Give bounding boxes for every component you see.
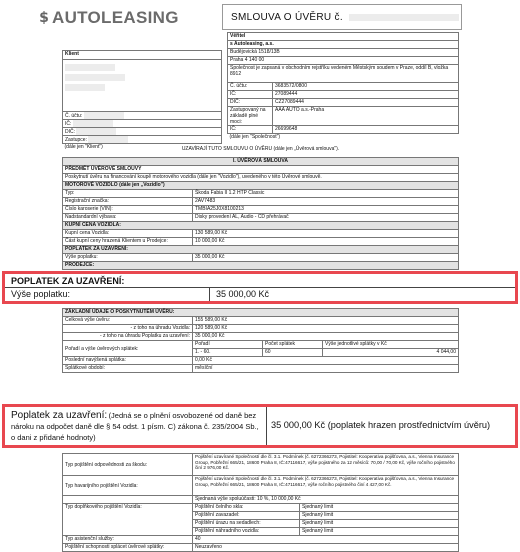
lender-footer: (dále jen "Společnost") — [229, 134, 281, 140]
autoleasing-logo — [38, 6, 188, 30]
fee-detail-value: 35 000,00 Kč (poplatek hrazen prostřednictvím úvěru) — [271, 420, 491, 430]
assist-label: Typ asistenční služby: — [63, 536, 193, 544]
extra-row-label: Pojištění čelního skla: — [193, 504, 300, 512]
lender-row-label: DIČ: — [228, 99, 273, 107]
lender-header: Věřitel — [228, 33, 459, 41]
section-title: I. ÚVĚROVÁ SMLOUVA — [63, 158, 459, 166]
extra-row-value: Sjednaný limit — [300, 520, 459, 528]
lender-row-value: 3683572/0800 — [273, 83, 459, 91]
client-dic-row: DIČ: — [63, 128, 222, 136]
loan-label: - z toho na úhradu Vozidla: — [63, 325, 193, 333]
schedule-col-order: Pořadí — [193, 341, 263, 349]
schedule-col-count: Počet splátek — [263, 341, 323, 349]
fee-callout-header: POPLATEK ZA UZAVŘENÍ: — [5, 274, 515, 288]
dealer-header: PRODEJCE: — [63, 262, 459, 270]
price-value: 10 000,00 Kč — [193, 238, 459, 246]
fee-detail-callout — [2, 404, 518, 448]
deductible-text: Sjednaná výše spoluúčasti: 10 %, 10 000,00 Kč — [193, 496, 459, 504]
lender-row-label: IČ: — [228, 126, 273, 134]
contract-table — [62, 157, 459, 270]
loan-value: 155 589,00 Kč — [193, 317, 459, 325]
ability-label: Pojištění schopnosti splácet úvěrové splátky: — [63, 544, 193, 552]
vehicle-value: Disky provedení AL, Audio - CD přehrávač — [193, 214, 459, 222]
lender-row-label: Č. účtu: — [228, 83, 273, 91]
schedule-count: 60 — [263, 349, 323, 357]
liability-text: Pojištění uzavírané Společností dle čl. 3.1. Podmínek (č. 6272366273, Pojistitel: Kooperativa pojišťovna, a.s., Vienna Insurance Group, Pobřežní 665/21, 18600 Praha 8, IČ:47116617, výše pojistného za 12 měsíců: 70,00 / 70,00 Kč, výše ročního pojistného činí 2 976,00 Kč. — [193, 454, 459, 476]
vehicle-label: Typ: — [63, 190, 193, 198]
extra-row-label: Pojištění zavazadel: — [193, 512, 300, 520]
fee-header: POPLATEK ZA UZAVŘENÍ: — [63, 246, 459, 254]
assist-value: 40 — [193, 536, 459, 544]
casco-text: Pojištění uzavírané Společností dle čl. 3.1. Podmínek (č. 6272366273, Pojistitel: Kooperativa pojišťovna, a.s., Vienna Insurance Group, Pobřežní 665/21, 18600 Praha 8, IČ:47116617, výše ročního pojistného činí 4 427,00 Kč. — [193, 476, 459, 496]
client-name-cell — [63, 60, 222, 112]
lender-address: Budějovická 1518/13B — [228, 49, 459, 57]
dollar-logo-icon: $ — [39, 10, 49, 26]
vehicle-label: Nadstandardní výbava: — [63, 214, 193, 222]
redacted-contract-number — [349, 14, 459, 21]
subject-text: Poskytnutí úvěru na financování koupě motorového vozidla (dále jen "Vozidlo"), uvedeného v této Úvěrové smlouvě. — [63, 174, 459, 182]
lender-row-value: CZ27089444 — [273, 99, 459, 107]
document-title: SMLOUVA O ÚVĚRU č. — [231, 11, 343, 23]
fee-detail-left — [5, 407, 267, 445]
lender-row-label: Zastupovaný na základě plné moci: — [228, 107, 273, 126]
client-table — [62, 50, 222, 152]
lender-row-value: AAA AUTO a.s.-Praha — [273, 107, 459, 126]
client-account-row: Č. účtu: — [63, 112, 222, 120]
loan-value: 120 589,00 Kč — [193, 325, 459, 333]
client-header: Klient — [63, 51, 222, 60]
fee-callout-value: 35 000,00 Kč — [216, 289, 270, 299]
extra-row-value: Sjednaný limit — [300, 504, 459, 512]
vehicle-value: Škoda Fabia II 1.2 HTP Classic — [193, 190, 459, 198]
lender-register: Společnost je zapsaná v obchodním rejstříku vedeném Městským soudem v Praze, oddíl B, vložka 8912 — [228, 65, 459, 83]
lender-name: s Autoleasing, a.s. — [228, 41, 459, 49]
logo-text: AUTOLEASING — [52, 8, 179, 27]
extra-row-label: Pojištění náhradního vozidla: — [193, 528, 300, 536]
client-ic-row: IČ: — [63, 120, 222, 128]
insurance-table — [62, 453, 459, 552]
loan-table — [62, 308, 459, 373]
schedule-amount: 4 044,00 — [323, 349, 459, 357]
lender-city: Praha 4 140 00 — [228, 57, 459, 65]
price-label: Kupní cena Vozidla: — [63, 230, 193, 238]
extra-label: Typ doplňkového pojištění Vozidla: — [63, 504, 193, 536]
client-footer: (dále jen "Klient") — [64, 144, 103, 150]
ability-value: Neuzavřeno — [193, 544, 459, 552]
loan-header: ZÁKLADNÍ ÚDAJE O POSKYTNUTÉM ÚVĚRU: — [63, 309, 459, 317]
price-value: 130 589,00 Kč — [193, 230, 459, 238]
price-label: Část kupní ceny hrazená Klientem u Prodejce: — [63, 238, 193, 246]
period-label: Splátkové období: — [63, 365, 193, 373]
schedule-label: Pořadí a výše úvěrových splátek: — [63, 341, 193, 357]
fee-callout — [2, 271, 518, 304]
fee-value: 35 000,00 Kč — [193, 254, 459, 262]
fee-callout-label: Výše poplatku: — [5, 288, 210, 301]
vehicle-label: Registrační značka: — [63, 198, 193, 206]
extra-row-value: Sjednaný limit — [300, 528, 459, 536]
liability-label: Typ pojištění odpovědnosti za škodu: — [63, 454, 193, 476]
agreement-text: UZAVÍRAJÍ TUTO SMLOUVU O ÚVĚRU (dále jen „Úvěrová smlouva"). — [181, 146, 340, 152]
lender-row-value: 27089444 — [273, 91, 459, 99]
fee-detail-header: Poplatek za uzavření: — [11, 410, 108, 421]
subject-header: PŘEDMĚT ÚVĚROVÉ SMLOUVY — [63, 166, 459, 174]
empty-cell — [63, 496, 193, 504]
vehicle-value: TMBIA25J0X8100213 — [193, 206, 459, 214]
extra-row-value: Sjednaný limit — [300, 512, 459, 520]
document-title-box — [222, 4, 462, 30]
vehicle-header: MOTOROVÉ VOZIDLO (dále jen „Vozidlo") — [63, 182, 459, 190]
schedule-col-amount: Výše jednotlivé splátky v Kč — [323, 341, 459, 349]
lender-table — [227, 32, 459, 142]
extra-row-label: Pojištění úrazu na sedadlech: — [193, 520, 300, 528]
vehicle-label: Číslo karoserie (VIN): — [63, 206, 193, 214]
loan-label: Celková výše úvěru: — [63, 317, 193, 325]
lender-row-value: 26699648 — [273, 126, 459, 134]
last-installment-label: Poslední navýšená splátka: — [63, 357, 193, 365]
loan-value: 35 000,00 Kč — [193, 333, 459, 341]
vehicle-value: 2AV7483 — [193, 198, 459, 206]
period-value: měsíční — [193, 365, 459, 373]
client-representative-row: Zastupce: — [63, 136, 222, 144]
price-header: KUPNÍ CENA VOZIDLA: — [63, 222, 459, 230]
casco-label: Typ havarijního pojištění Vozidla: — [63, 476, 193, 496]
lender-row-label: IČ: — [228, 91, 273, 99]
schedule-order: 1. - 60. — [193, 349, 263, 357]
last-installment-value: 0,00 Kč — [193, 357, 459, 365]
fee-detail-note: (Jedná se o plnění osvobozené od daně bez nároku na odpočet daně dle § 54 odst. 1 písm. C) zákona č. 235/2004 Sb., o dani z přidané hodnoty) — [11, 411, 259, 442]
fee-label: Výše poplatku: — [63, 254, 193, 262]
loan-label: - z toho na úhradu Poplatku za uzavření: — [63, 333, 193, 341]
